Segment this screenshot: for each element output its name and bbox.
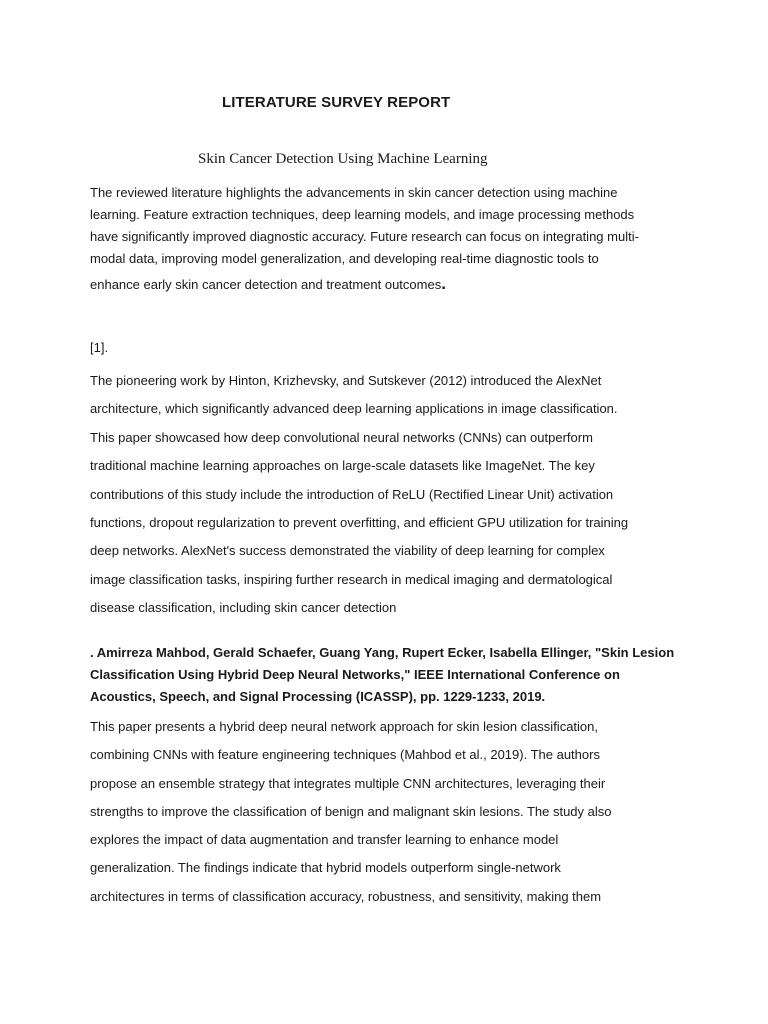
paragraph-line: traditional machine learning approaches on large-scale datasets like ImageNet. The key — [90, 458, 595, 474]
paragraph-line: architecture, which significantly advanced deep learning applications in image classification. — [90, 401, 618, 417]
report-title: LITERATURE SURVEY REPORT — [222, 94, 451, 111]
citation-mahbod — [90, 643, 690, 709]
summary-line-last — [90, 271, 690, 297]
citation-line: . Amirreza Mahbod, Gerald Schaefer, Guang Yang, Rupert Ecker, Isabella Ellinger, "Skin Lesion — [90, 645, 675, 660]
paragraph-line: image classification tasks, inspiring further research in medical imaging and dermatological — [90, 571, 613, 587]
paragraph-line: functions, dropout regularization to prevent overfitting, and efficient GPU utilization for training — [90, 514, 629, 530]
paragraph-hybrid — [90, 716, 690, 914]
subject-title: Skin Cancer Detection Using Machine Learning — [198, 151, 488, 167]
paragraph-line: propose an ensemble strategy that integrates multiple CNN architectures, leveraging their — [90, 775, 606, 791]
paragraph-line: strengths to improve the classification of benign and malignant skin lesions. The study also — [90, 803, 612, 819]
summary-line: modal data, improving model generalization, and developing real-time diagnostic tools to — [90, 251, 599, 266]
reference-marker: [1]. — [90, 340, 109, 355]
paragraph-line: disease classification, including skin cancer detection — [90, 600, 397, 616]
citation-line: Classification Using Hybrid Deep Neural Networks," IEEE International Conference on — [90, 667, 620, 682]
paragraph-line: architectures in terms of classification accuracy, robustness, and sensitivity, making them — [90, 888, 602, 904]
paragraph-alexnet — [90, 370, 690, 626]
paragraph-line: This paper showcased how deep convolutional neural networks (CNNs) can outperform — [90, 429, 593, 445]
paragraph-line: The pioneering work by Hinton, Krizhevsky, and Sutskever (2012) introduced the AlexNet — [90, 373, 602, 388]
paragraph-line: contributions of this study include the introduction of ReLU (Rectified Linear Unit) activation — [90, 486, 614, 502]
paragraph-line: explores the impact of data augmentation and transfer learning to enhance model — [90, 832, 559, 848]
summary-line-text: enhance early skin cancer detection and treatment outcomes — [90, 277, 442, 292]
summary-line: learning. Feature extraction techniques, deep learning models, and image processing methods — [90, 207, 635, 222]
paragraph-line: This paper presents a hybrid deep neural network approach for skin lesion classification, — [90, 719, 598, 734]
paragraph-line: combining CNNs with feature engineering techniques (Mahbod et al., 2019). The authors — [90, 747, 600, 763]
paragraph-line: deep networks. AlexNet's success demonstrated the viability of deep learning for complex — [90, 543, 605, 559]
citation-line: Acoustics, Speech, and Signal Processing (ICASSP), pp. 1229-1233, 2019. — [90, 689, 546, 704]
summary-end-mark: . — [441, 274, 446, 293]
paragraph-line: generalization. The findings indicate that hybrid models outperform single-network — [90, 860, 561, 876]
summary-line: have significantly improved diagnostic accuracy. Future research can focus on integrating multi- — [90, 229, 639, 244]
summary-paragraph — [90, 183, 690, 297]
summary-line: The reviewed literature highlights the advancements in skin cancer detection using machine — [90, 185, 618, 200]
